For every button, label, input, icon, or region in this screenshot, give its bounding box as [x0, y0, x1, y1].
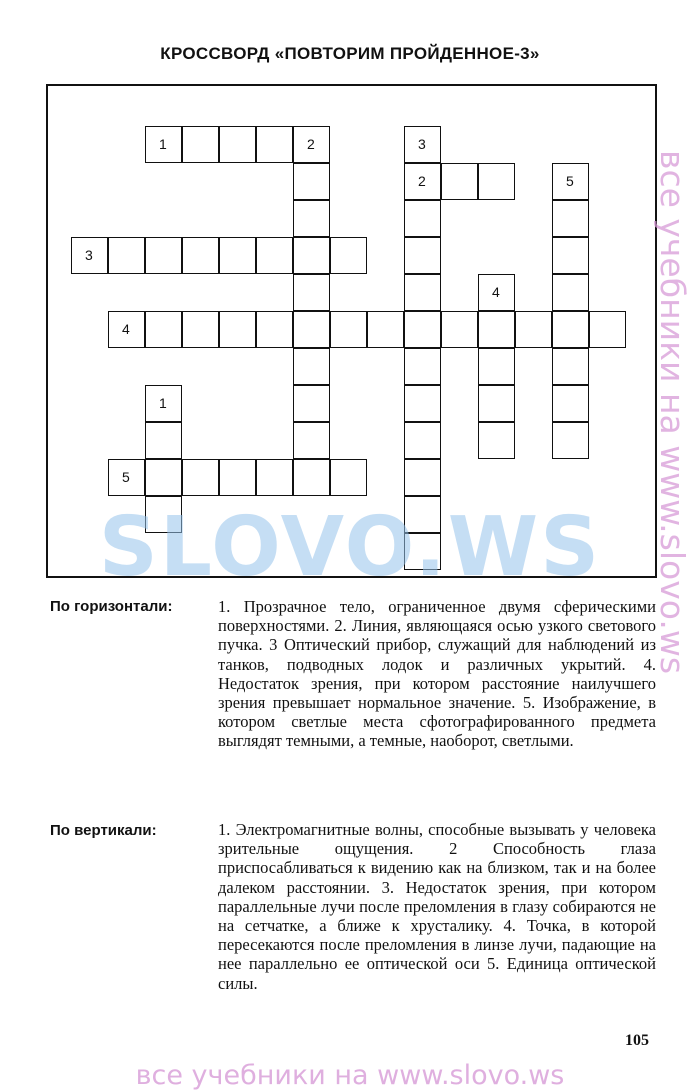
clue-number: 5 — [122, 469, 130, 485]
clue-number: 1 — [159, 136, 167, 152]
crossword-cell — [293, 163, 330, 200]
across-clues: 1. Прозрачное тело, ограниченное двумя сферическими поверхностями. 2. Линия, являющаяся осью узкого светового пучка. 3 Оптический прибор, служащий для наблюдений из танков, подводных лодок и различных укрытий. 4. Недостаток зрения, при котором расстояние наилучшего зрения превышает нормальное значение. 5. Изображение, в котором светлые места сфотографированного предмета выглядят темными, а темные, наоборот, светлыми. — [218, 597, 656, 751]
crossword-cell — [478, 348, 515, 385]
crossword-cell — [293, 200, 330, 237]
crossword-cell — [404, 348, 441, 385]
crossword-cell — [293, 274, 330, 311]
crossword-cell — [330, 459, 367, 496]
crossword-cell — [441, 163, 478, 200]
crossword-cell — [182, 237, 219, 274]
crossword-cell — [515, 311, 552, 348]
crossword-cell — [552, 348, 589, 385]
crossword-cell — [293, 422, 330, 459]
crossword-cell — [293, 237, 330, 274]
down-label: По вертикали: — [50, 822, 157, 839]
crossword-cell — [404, 311, 441, 348]
crossword-cell — [219, 459, 256, 496]
crossword-cell — [256, 126, 293, 163]
clue-number: 1 — [159, 395, 167, 411]
crossword-cell — [589, 311, 626, 348]
crossword-cell — [256, 311, 293, 348]
crossword-cell — [145, 311, 182, 348]
crossword-cell — [478, 385, 515, 422]
crossword-cell — [404, 200, 441, 237]
crossword-cell — [441, 311, 478, 348]
crossword-cell — [330, 237, 367, 274]
crossword-cell — [404, 459, 441, 496]
crossword-title: КРОССВОРД «ПОВТОРИМ ПРОЙДЕННОЕ-3» — [160, 44, 540, 63]
crossword-cell — [182, 126, 219, 163]
crossword-cell — [182, 311, 219, 348]
clue-number: 4 — [492, 284, 500, 300]
crossword-cell — [552, 200, 589, 237]
crossword-cell — [219, 237, 256, 274]
crossword-cell — [145, 496, 182, 533]
clue-number: 4 — [122, 321, 130, 337]
crossword-cell — [404, 237, 441, 274]
page-number: 105 — [625, 1032, 649, 1049]
crossword-cell — [330, 311, 367, 348]
crossword-cell — [404, 274, 441, 311]
crossword-cell — [478, 311, 515, 348]
crossword-cell — [182, 459, 219, 496]
crossword-cell — [552, 311, 589, 348]
watermark-side: все учебники на www.slovo.ws — [653, 150, 692, 675]
crossword-cell — [256, 459, 293, 496]
crossword-cell — [552, 385, 589, 422]
across-label: По горизонтали: — [50, 598, 173, 615]
clue-number: 2 — [307, 136, 315, 152]
crossword-cell — [293, 311, 330, 348]
watermark-center: SLOVO.WS — [98, 500, 602, 595]
clue-number: 3 — [418, 136, 426, 152]
down-clues: 1. Электромагнитные волны, способные вызывать у человека зрительные ощущения. 2 Способность глаза приспосабливаться к видению как на близком, так и на более далеком расстоянии. 3. Недостаток зрения, при котором параллельные лучи после преломления в глазу собираются не на сетчатке, а ближе к хрусталику. 4. Точка, в которой пересекаются после преломления в линзе лучи, падающие на нее параллельно ее оптической оси 5. Единица оптической силы. — [218, 820, 656, 993]
crossword-cell — [293, 459, 330, 496]
crossword-cell — [552, 237, 589, 274]
clue-number: 2 — [418, 173, 426, 189]
crossword-cell — [404, 422, 441, 459]
crossword-cell — [552, 422, 589, 459]
crossword-cell — [145, 237, 182, 274]
crossword-cell — [404, 385, 441, 422]
crossword-cell — [145, 422, 182, 459]
crossword-cell — [145, 459, 182, 496]
crossword-cell — [219, 311, 256, 348]
watermark-bottom: все учебники на www.slovo.ws — [135, 1060, 565, 1091]
crossword-cell — [219, 126, 256, 163]
crossword-cell — [367, 311, 404, 348]
crossword-cell — [404, 496, 441, 533]
clue-number: 3 — [85, 247, 93, 263]
crossword-cell — [108, 237, 145, 274]
crossword-cell — [478, 163, 515, 200]
crossword-cell — [293, 348, 330, 385]
crossword-cell — [293, 385, 330, 422]
crossword-cell — [552, 274, 589, 311]
crossword-cell — [256, 237, 293, 274]
crossword-cell — [404, 533, 441, 570]
clue-number: 5 — [566, 173, 574, 189]
crossword-cell — [478, 422, 515, 459]
